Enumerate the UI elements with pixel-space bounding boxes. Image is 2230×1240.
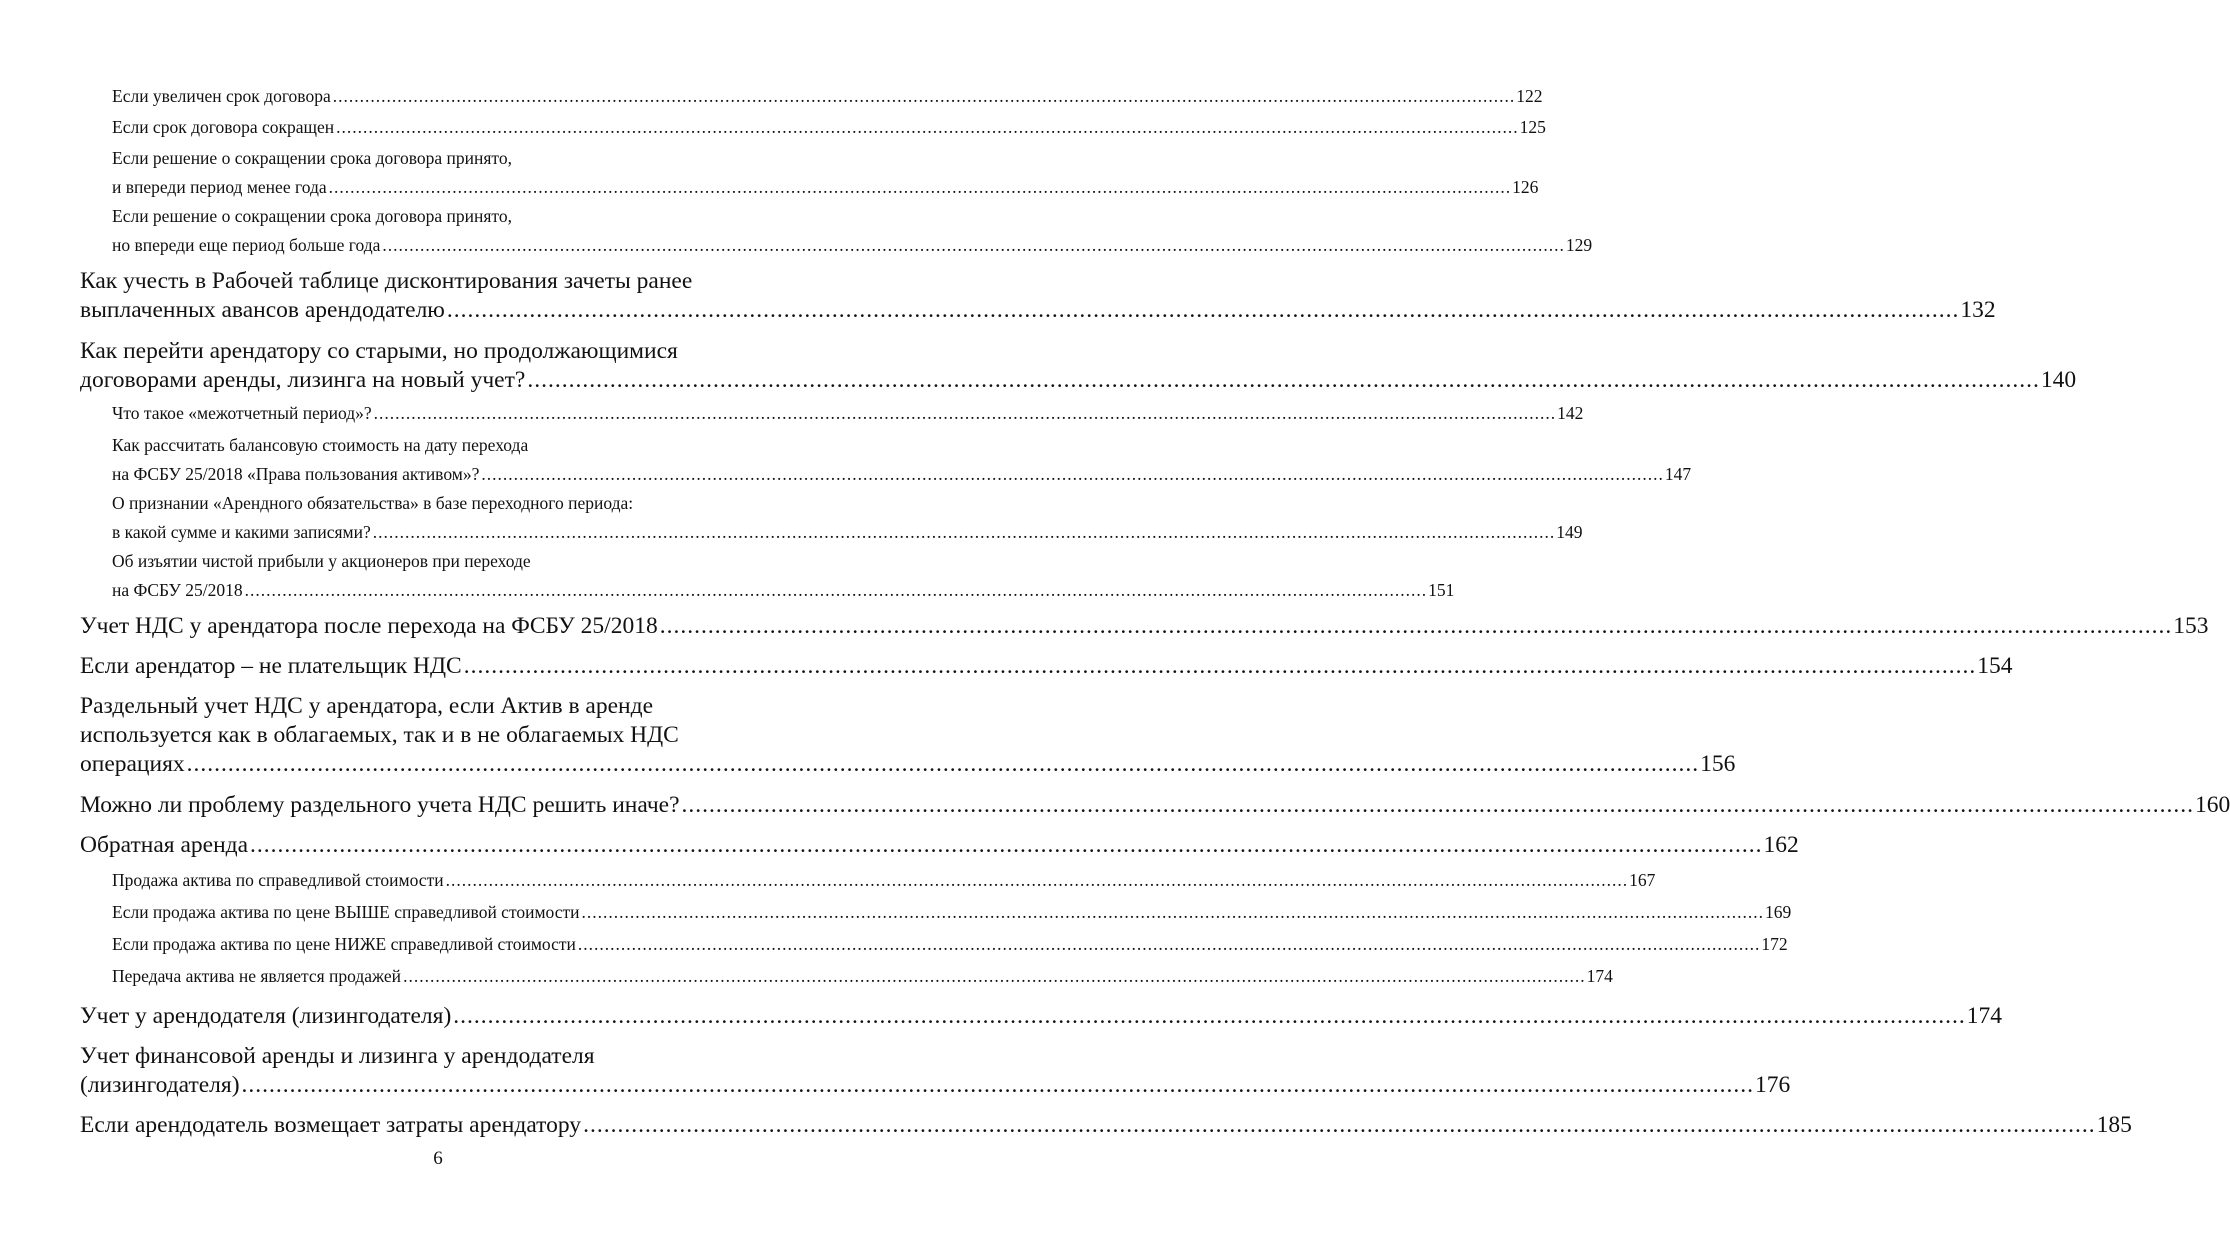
dot-leader: ............................................................................................................................................................................................................................ [453,1003,1966,1029]
toc-page-number: 174 [1586,966,1613,986]
toc-entry [112,962,1613,991]
toc-page-number: 132 [1960,297,1996,323]
dot-leader: ............................................................................................................................................................................................................................ [527,367,2040,393]
toc-entry-title: Что такое «межотчетный период»? [112,403,372,423]
toc-entry [112,547,1455,605]
toc-entry [80,791,2230,820]
toc-page-number: 160 [2195,792,2230,818]
toc-page-number: 162 [1763,832,1799,858]
toc-page-number: 174 [1966,1003,2003,1029]
toc-entry-line: используется как в облагаемых, так и в не облагаемых НДС [80,722,679,748]
dot-leader: ............................................................................................................................................................................................................................ [681,792,2195,818]
dot-leader: ............................................................................................................................................................................................................................ [581,902,1765,922]
toc-page-number: 151 [1428,580,1455,600]
dot-leader: ............................................................................................................................................................................................................................ [382,235,1565,255]
toc-entry-title: Если срок договора сокращен [112,117,335,137]
toc-entry-title: в какой сумме и какими записями? [112,522,371,542]
toc-entry-line: Если решение о сокращении срока договора принято, [112,148,512,168]
dot-leader: ............................................................................................................................................................................................................................ [583,1112,2096,1138]
toc-entry [112,82,1543,111]
toc-page-number: 172 [1761,934,1788,954]
toc-entry [80,267,1996,325]
toc-page-number: 169 [1765,902,1792,922]
dot-leader: ............................................................................................................................................................................................................................ [372,522,1556,542]
toc-entry-line: Об изъятии чистой прибыли у акционеров при переходе [112,551,531,571]
dot-leader: ............................................................................................................................................................................................................................ [244,580,1428,600]
toc-entry [112,431,1692,489]
toc-entry-title: и впереди период менее года [112,177,327,197]
toc-entry-title: на ФСБУ 25/2018 «Права пользования активом»? [112,464,480,484]
toc-page-number: 142 [1557,403,1584,423]
toc-entry-title: Продажа актива по справедливой стоимости [112,870,444,890]
dot-leader: ............................................................................................................................................................................................................................ [373,403,1557,423]
toc-entry-line: Учет финансовой аренды и лизинга у арендодателя [80,1043,595,1069]
toc-entry [112,202,1593,260]
dot-leader: ............................................................................................................................................................................................................................ [186,751,1700,777]
toc-entry-title: Можно ли проблему раздельного учета НДС решить иначе? [80,792,680,818]
toc-page-number: 153 [2173,613,2209,639]
toc-entry-title: Если продажа актива по цене НИЖЕ справедливой стоимости [112,934,576,954]
toc-page-number: 125 [1519,117,1546,137]
toc-entry-title: Обратная аренда [80,832,249,858]
dot-leader: ............................................................................................................................................................................................................................ [577,934,1761,954]
toc-entry-title: Учет у арендодателя (лизингодателя) [80,1003,452,1029]
dot-leader: ............................................................................................................................................................................................................................ [659,613,2173,639]
toc-page-number: 147 [1664,464,1692,484]
toc-page-number: 176 [1755,1072,1791,1098]
page-number: 6 [433,1148,443,1169]
toc-entry-title: договорами аренды, лизинга на новый учет? [80,367,526,393]
toc-entry-line: О признании «Арендного обязательства» в базе переходного периода: [112,493,634,513]
toc-entry-title: Если продажа актива по цене ВЫШЕ справедливой стоимости [112,902,580,922]
toc-entry-title: Учет НДС у арендатора после перехода на ФСБУ 25/2018 [80,613,658,639]
toc-entry [112,399,1584,428]
dot-leader: ............................................................................................................................................................................................................................ [241,1072,1755,1098]
toc-entry [112,489,1583,547]
dot-leader: ............................................................................................................................................................................................................................ [445,870,1629,890]
toc-entry [112,144,1539,202]
dot-leader: ............................................................................................................................................................................................................................ [328,177,1512,197]
toc-entry [112,866,1656,895]
toc-page-number: 129 [1565,235,1593,255]
dot-leader: ............................................................................................................................................................................................................................ [332,86,1516,106]
toc-entry [80,612,2209,641]
toc-entry-title: выплаченных авансов арендодателю [80,297,445,323]
toc-entry [80,831,1799,860]
toc-entry [80,652,2013,681]
dot-leader: ............................................................................................................................................................................................................................ [403,966,1586,986]
toc-page-number: 156 [1700,751,1736,777]
toc-entry-line: Раздельный учет НДС у арендатора, если Актив в аренде [80,693,653,719]
toc-entry-line: Если решение о сокращении срока договора принято, [112,206,512,226]
toc-entry [80,337,2077,395]
dot-leader: ............................................................................................................................................................................................................................ [250,832,1763,858]
toc-entry [112,930,1788,959]
toc-page-number: 167 [1629,870,1656,890]
toc-entry [80,692,1736,779]
toc-page-number: 185 [2096,1112,2132,1138]
toc-page-number: 126 [1512,177,1539,197]
toc-entry [80,1111,2132,1140]
dot-leader: ............................................................................................................................................................................................................................ [446,297,1960,323]
toc-entry-line: Как рассчитать балансовую стоимость на дату перехода [112,435,529,455]
toc-entry-title: операциях [80,751,185,777]
toc-entry-title: Если арендодатель возмещает затраты арендатору [80,1112,582,1138]
toc-entry-title: но впереди еще период больше года [112,235,381,255]
toc-page-number: 154 [1977,653,2013,679]
toc-entry-title: на ФСБУ 25/2018 [112,580,243,600]
dot-leader: ............................................................................................................................................................................................................................ [336,117,1519,137]
toc-entry-title: Если арендатор – не плательщик НДС [80,653,462,679]
toc-page-number: 140 [2040,367,2077,393]
toc-entry-title: (лизингодателя) [80,1072,240,1098]
toc-page-number: 122 [1516,86,1543,106]
toc-entry-title: Если увеличен срок договора [112,86,331,106]
toc-entry [80,1002,2003,1031]
dot-leader: ............................................................................................................................................................................................................................ [481,464,1664,484]
toc-entry-title: Передача актива не является продажей [112,966,402,986]
toc-entry [112,898,1792,927]
toc-entry [80,1042,1791,1100]
toc-page-number: 149 [1556,522,1583,542]
toc-entry [112,113,1546,142]
dot-leader: ............................................................................................................................................................................................................................ [463,653,1977,679]
toc-entry-line: Как учесть в Рабочей таблице дисконтирования зачеты ранее [80,268,693,294]
toc-entry-line: Как перейти арендатору со старыми, но продолжающимися [80,338,678,364]
